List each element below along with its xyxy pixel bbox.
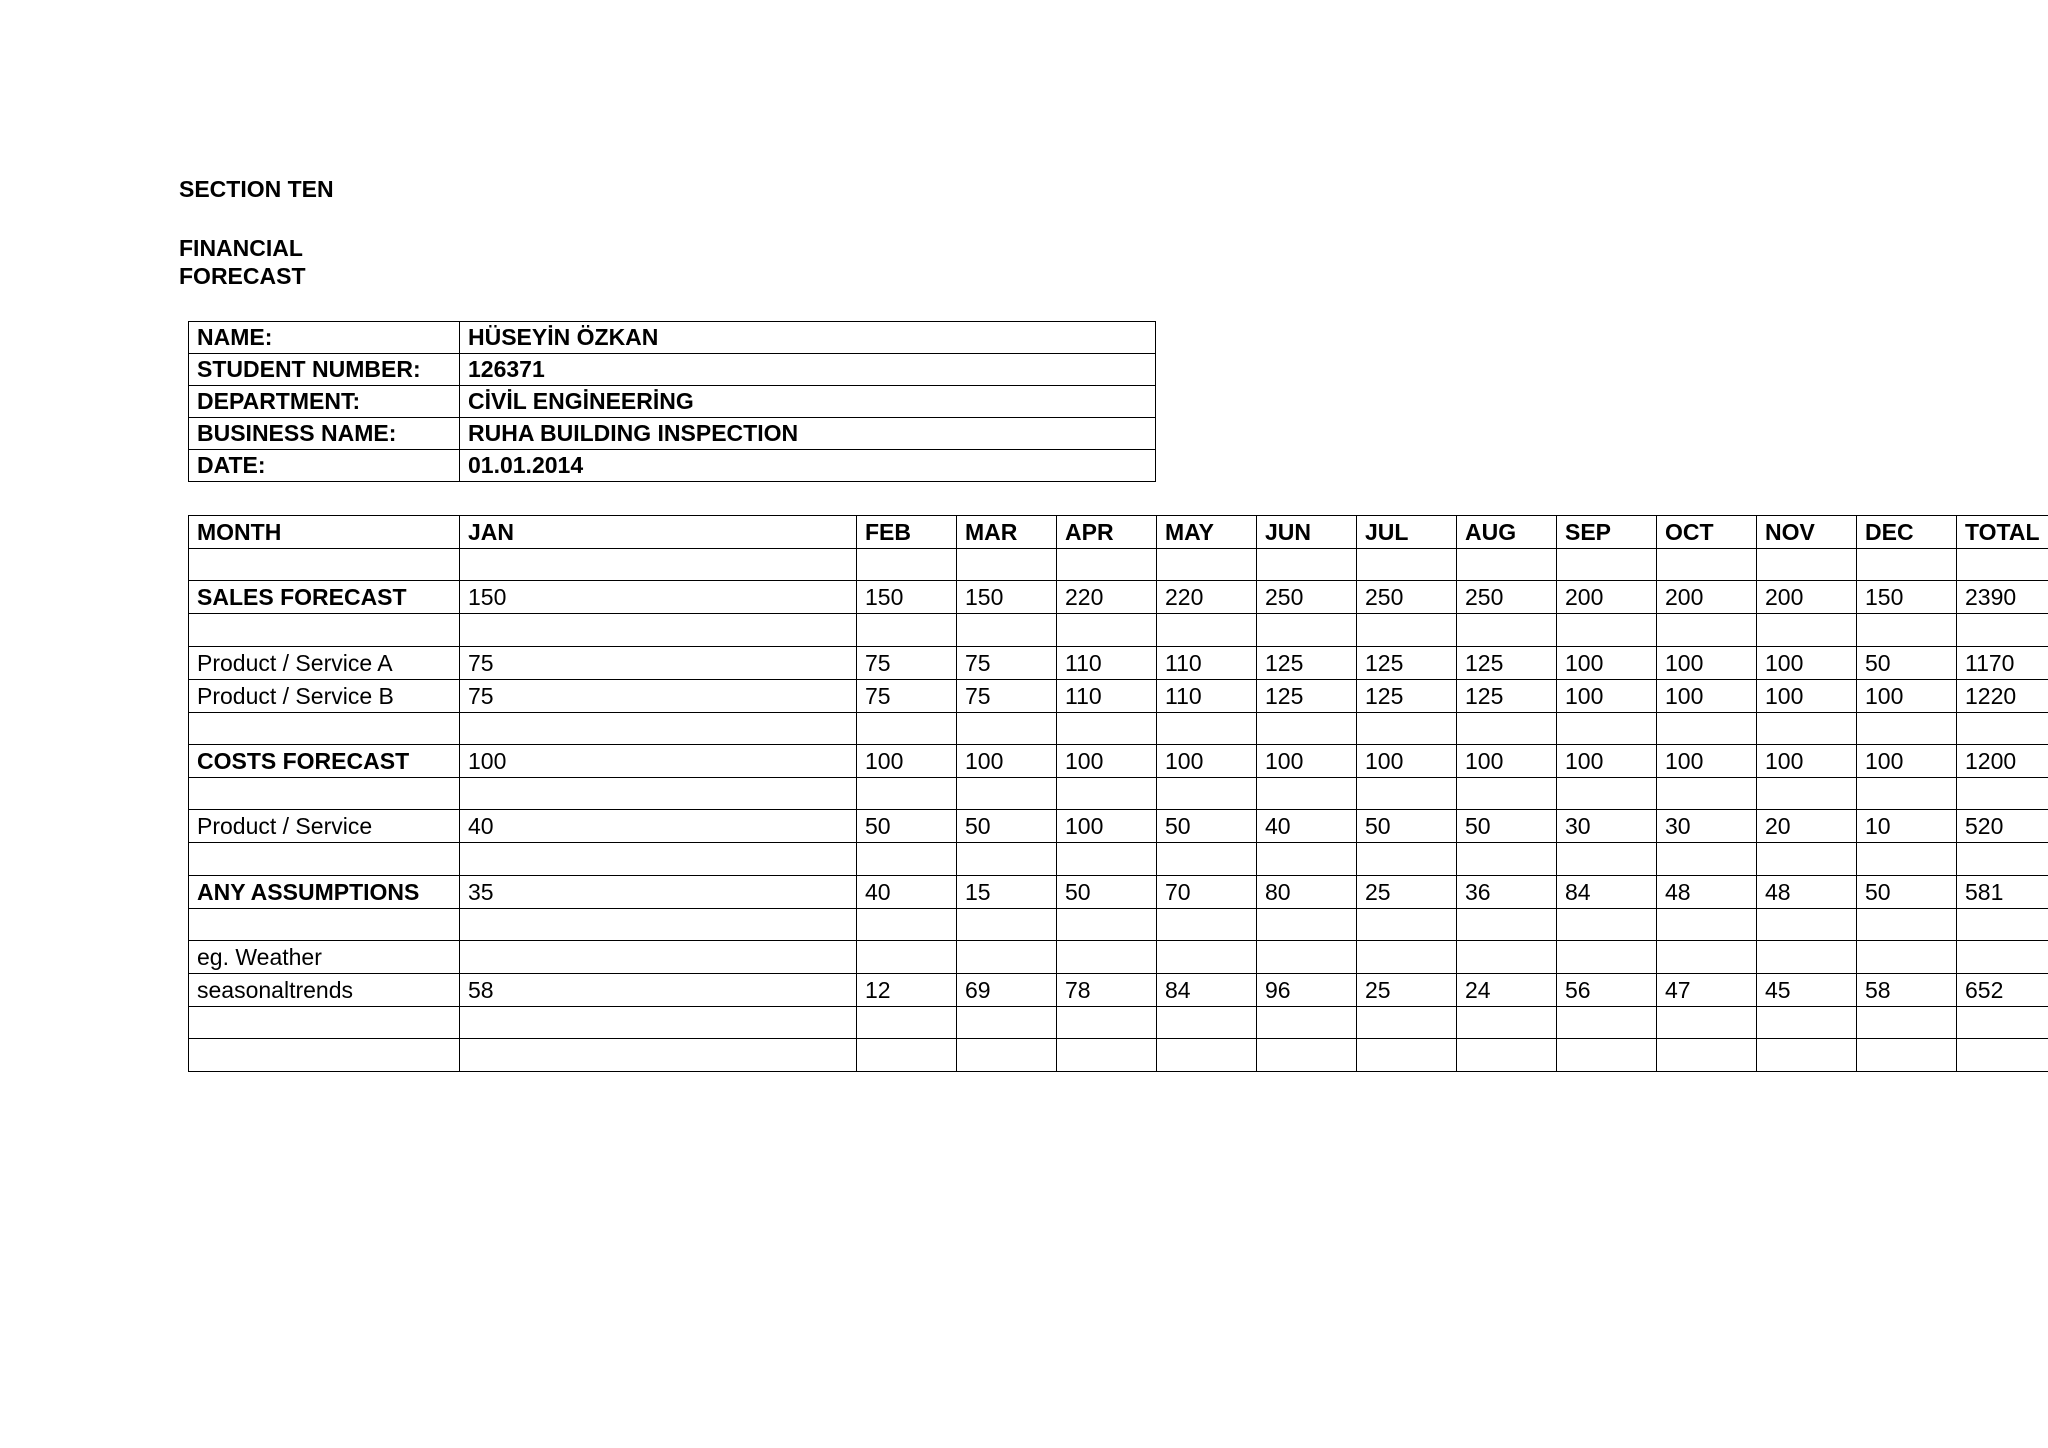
table-cell [1457, 941, 1557, 974]
student-info-table [188, 321, 1156, 482]
table-cell: 125 [1257, 679, 1357, 712]
column-header: TOTAL [1957, 516, 2048, 549]
table-row [189, 581, 2048, 614]
table-cell: 15 [957, 875, 1057, 908]
table-row [189, 843, 2048, 875]
table-cell [1657, 1039, 1757, 1071]
table-cell: 30 [1657, 810, 1757, 843]
table-cell: 50 [957, 810, 1057, 843]
table-cell: 150 [460, 581, 857, 614]
table-cell: 50 [857, 810, 957, 843]
table-cell: 150 [1857, 581, 1957, 614]
table-cell: 100 [857, 745, 957, 778]
table-cell: 75 [857, 679, 957, 712]
table-cell: 12 [857, 974, 957, 1007]
table-cell: 50 [1357, 810, 1457, 843]
table-cell: 125 [1257, 646, 1357, 679]
table-cell [1557, 843, 1657, 875]
table-cell: 125 [1357, 679, 1457, 712]
table-cell [1957, 941, 2048, 974]
table-cell: 100 [1757, 679, 1857, 712]
table-cell [1157, 614, 1257, 646]
row-label [189, 712, 460, 744]
table-cell [460, 614, 857, 646]
table-cell [1057, 843, 1157, 875]
table-cell [1657, 549, 1757, 581]
table-cell [1857, 778, 1957, 810]
table-cell: 100 [1757, 646, 1857, 679]
table-cell: 45 [1757, 974, 1857, 1007]
table-cell [957, 1007, 1057, 1039]
table-cell: 30 [1557, 810, 1657, 843]
info-value: RUHA BUILDING INSPECTION [460, 418, 1156, 450]
column-header: JUL [1357, 516, 1457, 549]
table-cell [957, 1039, 1057, 1071]
table-cell: 250 [1357, 581, 1457, 614]
table-cell: 220 [1157, 581, 1257, 614]
table-cell [1657, 843, 1757, 875]
table-cell: 100 [1657, 679, 1757, 712]
table-cell: 58 [1857, 974, 1957, 1007]
row-label: ANY ASSUMPTIONS [189, 875, 460, 908]
table-cell [1757, 843, 1857, 875]
column-header: MAY [1157, 516, 1257, 549]
table-cell: 75 [957, 679, 1057, 712]
table-cell [1457, 614, 1557, 646]
info-label: NAME: [189, 322, 460, 354]
column-header: SEP [1557, 516, 1657, 549]
table-cell: 200 [1557, 581, 1657, 614]
table-cell [460, 549, 857, 581]
table-cell [957, 549, 1057, 581]
table-cell [1257, 549, 1357, 581]
table-cell: 100 [1357, 745, 1457, 778]
table-cell [1057, 549, 1157, 581]
row-label [189, 778, 460, 810]
table-cell [1857, 941, 1957, 974]
table-cell [460, 1039, 857, 1071]
info-row [189, 386, 1156, 418]
table-cell [857, 549, 957, 581]
info-row [189, 354, 1156, 386]
table-cell: 581 [1957, 875, 2048, 908]
info-row [189, 450, 1156, 482]
table-row [189, 778, 2048, 810]
table-cell: 100 [1557, 679, 1657, 712]
info-row [189, 322, 1156, 354]
table-cell: 84 [1157, 974, 1257, 1007]
table-cell [1457, 549, 1557, 581]
table-cell [1257, 614, 1357, 646]
table-cell [1057, 614, 1157, 646]
table-cell [1957, 778, 2048, 810]
table-cell [1157, 549, 1257, 581]
table-cell: 58 [460, 974, 857, 1007]
row-label [189, 549, 460, 581]
table-cell [1157, 1039, 1257, 1071]
info-value: 126371 [460, 354, 1156, 386]
table-cell [1257, 941, 1357, 974]
table-cell [1257, 908, 1357, 940]
table-cell [957, 778, 1057, 810]
column-header: JAN [460, 516, 857, 549]
table-cell [1657, 614, 1757, 646]
table-cell: 1170 [1957, 646, 2048, 679]
table-cell [1457, 712, 1557, 744]
column-header: AUG [1457, 516, 1557, 549]
table-cell: 40 [460, 810, 857, 843]
table-cell [857, 1007, 957, 1039]
table-row [189, 712, 2048, 744]
table-cell [857, 778, 957, 810]
column-header: FEB [857, 516, 957, 549]
table-cell [1557, 1039, 1657, 1071]
document-title-line-2: FORECAST [179, 263, 306, 289]
table-cell [1057, 1039, 1157, 1071]
table-cell [957, 843, 1057, 875]
table-cell: 150 [957, 581, 1057, 614]
table-cell [1657, 778, 1757, 810]
table-cell: 40 [1257, 810, 1357, 843]
table-cell [1457, 778, 1557, 810]
table-cell: 20 [1757, 810, 1857, 843]
table-cell [1257, 712, 1357, 744]
info-label: DATE: [189, 450, 460, 482]
table-row [189, 614, 2048, 646]
table-cell: 35 [460, 875, 857, 908]
table-row [189, 745, 2048, 778]
table-cell [460, 712, 857, 744]
table-cell: 220 [1057, 581, 1157, 614]
financial-forecast-table [188, 515, 2048, 1072]
table-cell: 24 [1457, 974, 1557, 1007]
row-label [189, 843, 460, 875]
table-cell: 100 [1657, 646, 1757, 679]
table-row [189, 549, 2048, 581]
table-cell: 75 [460, 679, 857, 712]
table-cell: 96 [1257, 974, 1357, 1007]
info-value: CİVİL ENGİNEERİNG [460, 386, 1156, 418]
table-cell [460, 1007, 857, 1039]
table-cell [1257, 778, 1357, 810]
table-cell [1457, 843, 1557, 875]
table-cell [1757, 712, 1857, 744]
table-cell: 2390 [1957, 581, 2048, 614]
table-cell [1857, 712, 1957, 744]
table-cell: 100 [1157, 745, 1257, 778]
table-cell [1657, 712, 1757, 744]
info-label: DEPARTMENT: [189, 386, 460, 418]
row-label [189, 1007, 460, 1039]
table-cell: 100 [1857, 679, 1957, 712]
table-cell [1857, 549, 1957, 581]
table-cell [1357, 908, 1457, 940]
table-cell [1457, 908, 1557, 940]
table-cell [1957, 1039, 2048, 1071]
table-cell: 125 [1457, 646, 1557, 679]
table-cell: 100 [1557, 745, 1657, 778]
table-row [189, 810, 2048, 843]
column-header: OCT [1657, 516, 1757, 549]
table-cell [1857, 908, 1957, 940]
table-row [189, 679, 2048, 712]
table-cell [957, 614, 1057, 646]
info-value: HÜSEYİN ÖZKAN [460, 322, 1156, 354]
table-cell: 250 [1257, 581, 1357, 614]
table-cell: 100 [1057, 745, 1157, 778]
table-cell [1357, 941, 1457, 974]
table-cell [1557, 712, 1657, 744]
row-label: SALES FORECAST [189, 581, 460, 614]
info-label: STUDENT NUMBER: [189, 354, 460, 386]
row-label: seasonaltrends [189, 974, 460, 1007]
table-cell: 25 [1357, 974, 1457, 1007]
table-cell: 75 [460, 646, 857, 679]
table-cell [1957, 843, 2048, 875]
table-cell: 110 [1057, 646, 1157, 679]
table-cell: 652 [1957, 974, 2048, 1007]
table-row [189, 974, 2048, 1007]
table-cell: 125 [1457, 679, 1557, 712]
row-label: Product / Service B [189, 679, 460, 712]
table-cell: 200 [1757, 581, 1857, 614]
info-row [189, 418, 1156, 450]
table-cell [1057, 941, 1157, 974]
table-cell: 200 [1657, 581, 1757, 614]
column-header: NOV [1757, 516, 1857, 549]
table-cell: 84 [1557, 875, 1657, 908]
table-cell [1557, 941, 1657, 974]
table-cell [1957, 908, 2048, 940]
table-cell [857, 941, 957, 974]
table-cell [1357, 778, 1457, 810]
info-label: BUSINESS NAME: [189, 418, 460, 450]
table-cell [1057, 908, 1157, 940]
table-cell: 100 [1057, 810, 1157, 843]
column-header: MAR [957, 516, 1057, 549]
table-cell: 100 [1757, 745, 1857, 778]
table-cell [1157, 843, 1257, 875]
table-row [189, 1007, 2048, 1039]
table-cell: 70 [1157, 875, 1257, 908]
table-cell: 48 [1657, 875, 1757, 908]
table-cell: 78 [1057, 974, 1157, 1007]
table-cell: 125 [1357, 646, 1457, 679]
column-header: JUN [1257, 516, 1357, 549]
table-row [189, 941, 2048, 974]
document-title-line-1: FINANCIAL [179, 235, 303, 261]
table-cell [1757, 778, 1857, 810]
table-cell [1757, 1007, 1857, 1039]
table-cell [957, 712, 1057, 744]
table-cell: 50 [1857, 646, 1957, 679]
table-cell: 100 [1457, 745, 1557, 778]
table-cell [1757, 1039, 1857, 1071]
table-cell [1557, 908, 1657, 940]
table-cell [857, 843, 957, 875]
table-row [189, 875, 2048, 908]
table-cell [1657, 1007, 1757, 1039]
table-cell [1957, 712, 2048, 744]
table-cell: 250 [1457, 581, 1557, 614]
table-cell [1557, 778, 1657, 810]
row-label: Product / Service A [189, 646, 460, 679]
table-cell: 100 [1657, 745, 1757, 778]
table-cell [1457, 1039, 1557, 1071]
row-label: Product / Service [189, 810, 460, 843]
table-cell [1157, 712, 1257, 744]
table-cell [1857, 843, 1957, 875]
table-cell: 150 [857, 581, 957, 614]
table-cell: 48 [1757, 875, 1857, 908]
table-cell: 50 [1857, 875, 1957, 908]
table-cell: 80 [1257, 875, 1357, 908]
table-cell [1357, 712, 1457, 744]
table-cell [1257, 1007, 1357, 1039]
table-cell: 110 [1157, 679, 1257, 712]
table-row [189, 908, 2048, 940]
table-cell [1657, 941, 1757, 974]
row-label [189, 908, 460, 940]
table-cell [1557, 1007, 1657, 1039]
table-cell [460, 778, 857, 810]
table-cell [1857, 1039, 1957, 1071]
table-cell [1457, 1007, 1557, 1039]
table-cell: 100 [1557, 646, 1657, 679]
column-header: DEC [1857, 516, 1957, 549]
table-cell: 1220 [1957, 679, 2048, 712]
table-cell [1957, 1007, 2048, 1039]
table-cell: 75 [857, 646, 957, 679]
column-header: MONTH [189, 516, 460, 549]
table-cell: 25 [1357, 875, 1457, 908]
table-cell [1157, 908, 1257, 940]
table-row [189, 646, 2048, 679]
table-cell [1657, 908, 1757, 940]
table-cell [1357, 1007, 1457, 1039]
table-cell: 56 [1557, 974, 1657, 1007]
table-cell: 50 [1157, 810, 1257, 843]
table-cell [1757, 908, 1857, 940]
table-cell [1157, 1007, 1257, 1039]
table-cell [1557, 549, 1657, 581]
table-cell [1857, 1007, 1957, 1039]
table-cell [1957, 549, 2048, 581]
row-label [189, 1039, 460, 1071]
table-cell [1357, 549, 1457, 581]
table-cell: 1200 [1957, 745, 2048, 778]
table-cell [957, 941, 1057, 974]
table-cell: 36 [1457, 875, 1557, 908]
table-cell: 69 [957, 974, 1057, 1007]
table-cell [1357, 1039, 1457, 1071]
table-cell [1357, 843, 1457, 875]
table-cell [1857, 614, 1957, 646]
table-cell: 47 [1657, 974, 1757, 1007]
table-cell: 50 [1057, 875, 1157, 908]
table-cell [1157, 778, 1257, 810]
table-cell [1757, 941, 1857, 974]
table-cell [857, 908, 957, 940]
table-cell [460, 843, 857, 875]
table-cell [1257, 1039, 1357, 1071]
table-cell: 110 [1157, 646, 1257, 679]
table-cell [857, 1039, 957, 1071]
table-cell [1357, 614, 1457, 646]
table-cell [1757, 614, 1857, 646]
table-cell [1757, 549, 1857, 581]
table-cell: 75 [957, 646, 1057, 679]
table-cell [1257, 843, 1357, 875]
info-value: 01.01.2014 [460, 450, 1156, 482]
table-cell [1057, 778, 1157, 810]
table-cell [857, 712, 957, 744]
table-cell [1957, 614, 2048, 646]
section-title: SECTION TEN [179, 176, 334, 202]
column-header: APR [1057, 516, 1157, 549]
table-cell: 110 [1057, 679, 1157, 712]
table-cell [857, 614, 957, 646]
table-cell: 100 [1857, 745, 1957, 778]
table-cell: 100 [1257, 745, 1357, 778]
table-cell [1557, 614, 1657, 646]
table-cell [1057, 1007, 1157, 1039]
table-cell [1057, 712, 1157, 744]
table-cell [460, 908, 857, 940]
table-row [189, 1039, 2048, 1071]
table-cell [957, 908, 1057, 940]
table-cell: 40 [857, 875, 957, 908]
table-cell: 10 [1857, 810, 1957, 843]
forecast-header-row [189, 516, 2048, 549]
table-cell: 100 [957, 745, 1057, 778]
table-cell [460, 941, 857, 974]
row-label [189, 614, 460, 646]
table-cell: 520 [1957, 810, 2048, 843]
table-cell: 50 [1457, 810, 1557, 843]
row-label: COSTS FORECAST [189, 745, 460, 778]
table-cell [1157, 941, 1257, 974]
table-cell: 100 [460, 745, 857, 778]
row-label: eg. Weather [189, 941, 460, 974]
